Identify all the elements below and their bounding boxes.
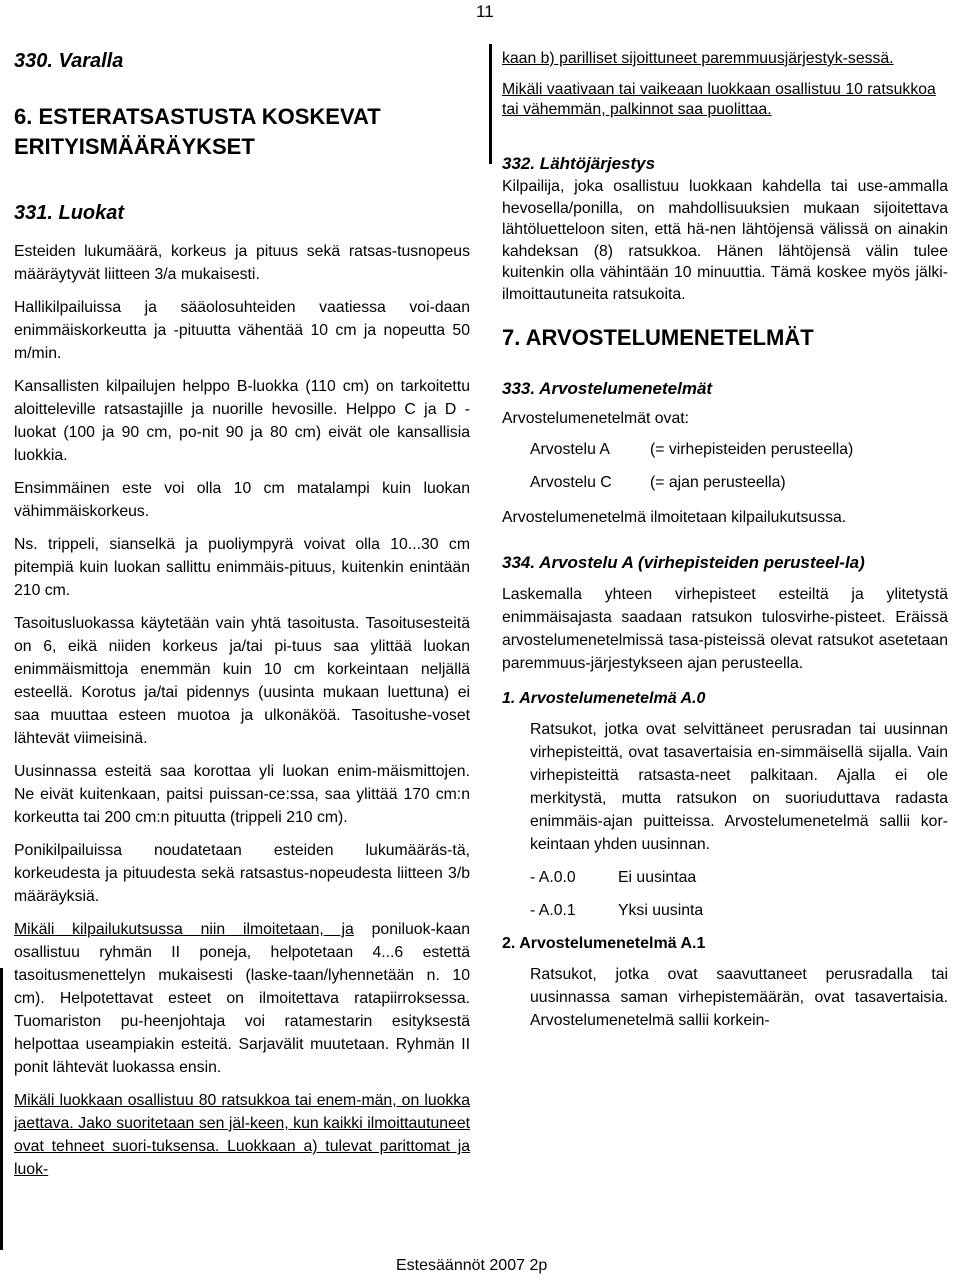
chapter-6-heading-line2: ERITYISMÄÄRÄYKSET: [14, 134, 255, 159]
paragraph: Arvostelumenetelmä ilmoitetaan kilpailukutsussa.: [502, 509, 847, 526]
section-331-heading: 331. Luokat: [14, 202, 125, 224]
paragraph: Ponikilpailuissa noudatetaan esteiden lukumääräs-tä, korkeudesta ja pituudesta sekä ratsastus-nopeudesta liitteen 3/b määräyksiä.: [14, 842, 470, 905]
section-334-heading: 334. Arvostelu A (virhepisteiden perusteel-la): [502, 553, 865, 572]
section-330-heading: 330. Varalla: [14, 50, 124, 72]
paragraph: Tasoitusluokassa käytetään vain yhtä tasoitusta. Tasoitusesteitä on 6, eikä niiden korkeus ja/tai pi-tuus saa ylittää luokan enimmäismittoja enemmän kuin 10 cm korkeintaan neljällä esteellä. Korotus ja/tai pidennys (uusinta mukaan luettuna) ei saa muuttaa esteen muotoa ja ulkonäköä. Tasoitushe-voset lähtevät viimeisinä.: [14, 615, 470, 747]
right-column: [502, 49, 948, 1032]
item-code: - A.0.1: [530, 902, 576, 919]
paragraph: Laskemalla yhteen virhepisteet esteiltä ja ylitetystä enimmäisajasta saadaan ratsukon tulosvirhe-pisteet. Eräissä arvostelumenetelmissä tasa-pisteissä olevat ratsukot asetetaan paremmuus-järjestykseen ajan perusteella.: [502, 586, 948, 672]
chapter-7-heading: 7. ARVOSTELUMENETELMÄT: [502, 325, 814, 350]
footer: Estesäännöt 2007 2p: [396, 1257, 548, 1274]
underlined-paragraph: Mikäli luokkaan osallistuu 80 ratsukkoa tai enem-män, on luokka jaettava. Jako suoritetaan sen jäl-keen, kun kaikki ilmoittautuneet ovat tehneet suori-tuksensa. Luokkaan a) tulevat parittomat ja luok-: [14, 1092, 470, 1178]
underlined-paragraph: Mikäli vaativaan tai vaikeaan luokkaan osallistuu 10 ratsukkoa tai vähemmän, palkinnot saa puolittaa.: [502, 81, 936, 118]
a0-item: [502, 866, 948, 889]
paragraph: Hallikilpailuissa ja sääolosuhteiden vaatiessa voi-daan enimmäiskorkeutta ja -pituutta vähentää 10 cm ja nopeutta 50 m/min.: [14, 299, 470, 362]
paragraph: Ratsukot, jotka ovat selvittäneet perusradan tai uusinnan virhepisteittä, ovat tasavertaisia en-simmäisellä sijalla. Vain virhepisteittä ratsasta-neet palkitaan. Ajalla ei ole merkitystä, mutta ratsukon on suoriuduttava radasta enimmäis-ajan puitteissa. Arvostelumenetelmä sallii kor-keintaan yhden uusinnan.: [530, 721, 948, 853]
chapter-6-heading-line1: 6. ESTERATSASTUSTA KOSKEVAT: [14, 104, 381, 129]
a0-item: [502, 899, 948, 922]
underlined-paragraph: kaan b) parilliset sijoittuneet paremmuusjärjestyk-sessä.: [502, 50, 894, 67]
method-row: [502, 438, 948, 461]
method-desc: (= ajan perusteella): [650, 474, 786, 491]
method-name: Arvostelu A: [530, 441, 610, 458]
revision-bar: [489, 44, 492, 164]
item-code: - A.0.0: [530, 869, 576, 886]
method-name: Arvostelu C: [530, 474, 612, 491]
paragraph: Kansallisten kilpailujen helppo B-luokka (110 cm) on tarkoitettu aloitteleville ratsastajille ja nuorille hevosille. Helppo C ja D -luokat (100 ja 90 cm, po-nit 90 ja 80 cm) eivät ole kansallisia luokkia.: [14, 378, 470, 464]
method-desc: (= virhepisteiden perusteella): [650, 441, 854, 458]
item-desc: Yksi uusinta: [618, 902, 704, 919]
page-number: 11: [476, 2, 494, 21]
revision-bar: [0, 968, 3, 1250]
section-332-heading: 332. Lähtöjärjestys: [502, 154, 656, 173]
paragraph: Arvostelumenetelmät ovat:: [502, 410, 690, 427]
paragraph: Ns. trippeli, sianselkä ja puoliympyrä voivat olla 10...30 cm pitempiä kuin luokan sallittu enimmäis-pituus, kuitenkin enintään 210 cm.: [14, 536, 470, 599]
item-desc: Ei uusintaa: [618, 869, 697, 886]
paragraph: [14, 918, 470, 1079]
method-row: [502, 471, 948, 494]
underlined-text: Mikäli kilpailukutsussa niin ilmoitetaan, ja: [14, 921, 354, 938]
section-333-heading: 333. Arvostelumenetelmät: [502, 379, 713, 398]
paragraph: Uusinnassa esteitä saa korottaa yli luokan enim-mäismittojen. Ne eivät kuitenkaan, paitsi puissan-ce:ssa, saa ylittää 170 cm:n korkeutta tai 200 cm:n pituutta (trippeli 210 cm).: [14, 763, 470, 826]
paragraph-text: poniluok-kaan osallistuu ryhmän II poneja, helpotetaan 4...6 estettä tasoitusmenettelyn mukaisesti (laske-taan/lyhennetään n. 10 cm). Helpotettavat esteet on ilmoitettava ratapiirroksessa. Tuomariston pu-heenjohtaja voi ratamestarin esityksestä helpottaa useampiakin esteitä. Sarjavälit muutetaan. Ryhmän II ponit lähtevät luokassa ensin.: [14, 921, 470, 1076]
paragraph: Esteiden lukumäärä, korkeus ja pituus sekä ratsas-tusnopeus määräytyvät liitteen 3/a mukaisesti.: [14, 243, 470, 283]
paragraph: Ratsukot, jotka ovat saavuttaneet perusradalla tai uusinnassa saman virhepistemäärän, ovat tasavertaisia. Arvostelumenetelmä sallii korkein-: [530, 966, 948, 1029]
paragraph: Kilpailija, joka osallistuu luokkaan kahdella tai use-ammalla hevosella/ponilla, on mahdollisuuksien mukaan sijoitettava lähtöluetteloon siten, että hä-nen lähtöjensä välissä on ainakin kahdeksan (8) ratsukkoa. Hänen lähtöjensä välin tulee kuitenkin olla vähintään 10 minuuttia. Tämä koskee myös jälki-ilmoittautuneita ratsukoita.: [502, 178, 948, 303]
paragraph: Ensimmäinen este voi olla 10 cm matalampi kuin luokan vähimmäiskorkeus.: [14, 480, 470, 520]
method-a1-heading: 2. Arvostelumenetelmä A.1: [502, 935, 706, 952]
method-a0-heading: 1. Arvostelumenetelmä A.0: [502, 690, 706, 707]
left-column: [14, 42, 470, 1181]
